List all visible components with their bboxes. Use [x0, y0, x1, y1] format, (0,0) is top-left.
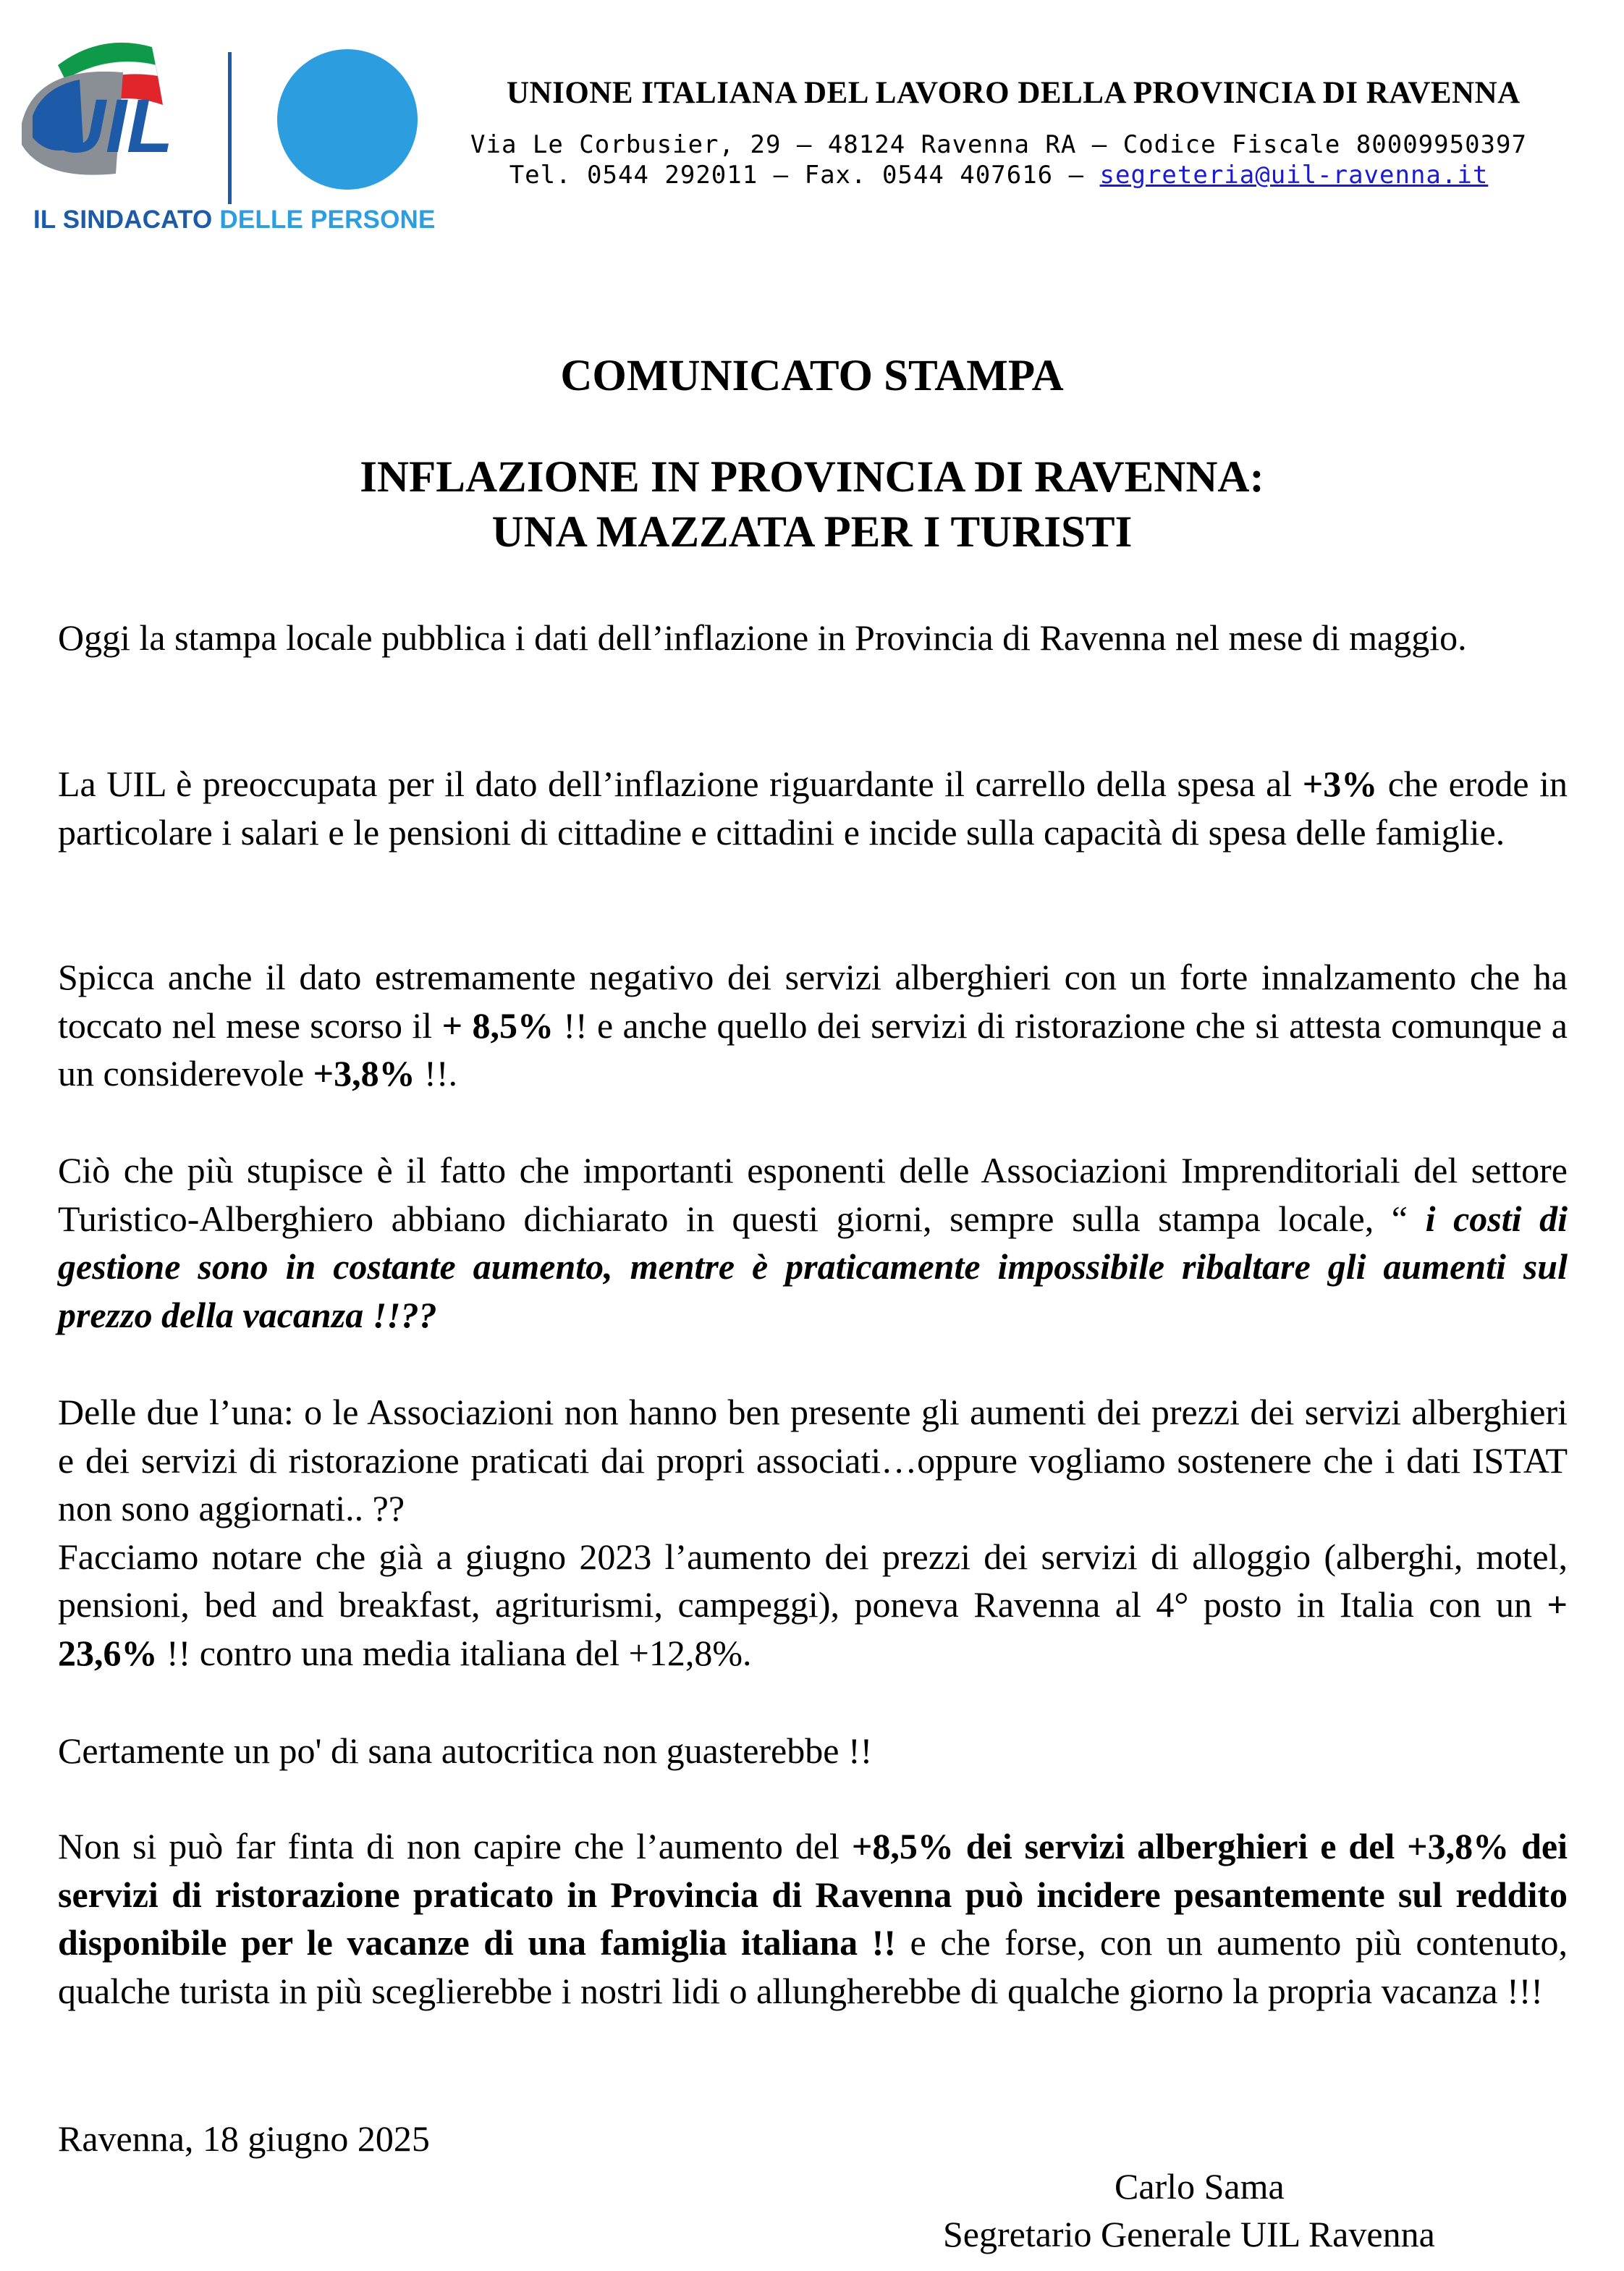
uil-logo-graphic	[14, 36, 449, 210]
logo-tagline	[33, 206, 482, 234]
paragraph-5: Delle due l’una: o le Associazioni non hanno ben presente gli aumenti dei prezzi dei servizi alberghieri e dei servizi di ristorazione praticati dai propri associati…oppure vogliamo sostenere che i dati ISTAT non sono aggiornati.. ?? Facciamo notare che già a giugno 2023 l’aumento dei prezzi dei servizi di alloggio (alberghi, motel, pensioni, bed and breakfast, agriturismi, campeggi), poneva Ravenna al 4° posto in Italia con un + 23,6% !! contro una media italiana del +12,8%.	[58, 1392, 1568, 1673]
paragraph-1: Oggi la stampa locale pubblica i dati dell’inflazione in Provincia di Ravenna nel mese di maggio.	[58, 617, 1467, 658]
title-line-1: INFLAZIONE IN PROVINCIA DI RAVENNA:	[360, 453, 1264, 502]
paragraph-2: La UIL è preoccupata per il dato dell’inflazione riguardante il carrello della spesa al +3% che erode in particolare i salari e le pensioni di cittadine e cittadini e incide sulla capacità di spesa delle famiglie.	[58, 764, 1568, 853]
paragraph-4: Ciò che più stupisce è il fatto che importanti esponenti delle Associazioni Imprenditoriali del settore Turistico-Alberghiero abbiano dichiarato in questi giorni, sempre sulla stampa locale, “ i costi di gestione sono in costante aumento, mentre è praticamente impossibile ribaltare gli aumenti sul prezzo della vacanza !!??	[58, 1150, 1568, 1335]
signatory-role: Segretario Generale UIL Ravenna	[943, 2214, 1435, 2254]
signatory-name: Carlo Sama	[1115, 2166, 1285, 2207]
organization-address: Via Le Corbusier, 29 – 48124 Ravenna RA – Codice Fiscale 80009950397	[470, 130, 1527, 159]
tagline-part2: DELLE PERSONE	[219, 206, 436, 234]
document-type: COMUNICATO STAMPA	[560, 352, 1064, 400]
tagline-part1: IL SINDACATO	[33, 206, 220, 234]
email-link[interactable]: segreteria@uil-ravenna.it	[1099, 161, 1489, 190]
organization-name: UNIONE ITALIANA DEL LAVORO DELLA PROVINCIA DI RAVENNA	[507, 76, 1521, 110]
organization-contacts	[456, 161, 1541, 190]
paragraph-6: Certamente un po' di sana autocritica non guasterebbe !!	[58, 1730, 873, 1771]
release-date: Ravenna, 18 giugno 2025	[58, 2118, 430, 2159]
uil-logo-text: UIL	[51, 84, 174, 169]
paragraph-7: Non si può far finta di non capire che l’aumento del +8,5% dei servizi alberghieri e del +3,8% dei servizi di ristorazione praticato in Provincia di Ravenna può incidere pesantemente sul reddito disponibile per le vacanze di una famiglia italiana !! e che forse, con un aumento più contenuto, qualche turista in più sceglierebbe i nostri lidi o allungherebbe di qualche giorno la propria vacanza !!!	[58, 1826, 1568, 2011]
paragraph-3: Spicca anche il dato estremamente negativo dei servizi alberghieri con un forte innalzamento che ha toccato nel mese scorso il + 8,5% !! e anche quello dei servizi di ristorazione che si attesta comunque a un considerevole +3,8% !!.	[58, 957, 1568, 1094]
quoted-statement: i costi di gestione sono in costante aumento, mentre è praticamente impossibile ribaltare gli aumenti sul prezzo della vacanza !!??	[58, 1198, 1568, 1335]
title-line-2: UNA MAZZATA PER I TURISTI	[491, 508, 1133, 557]
contact-phone-fax: Tel. 0544 292011 – Fax. 0544 407616 –	[509, 161, 1100, 190]
